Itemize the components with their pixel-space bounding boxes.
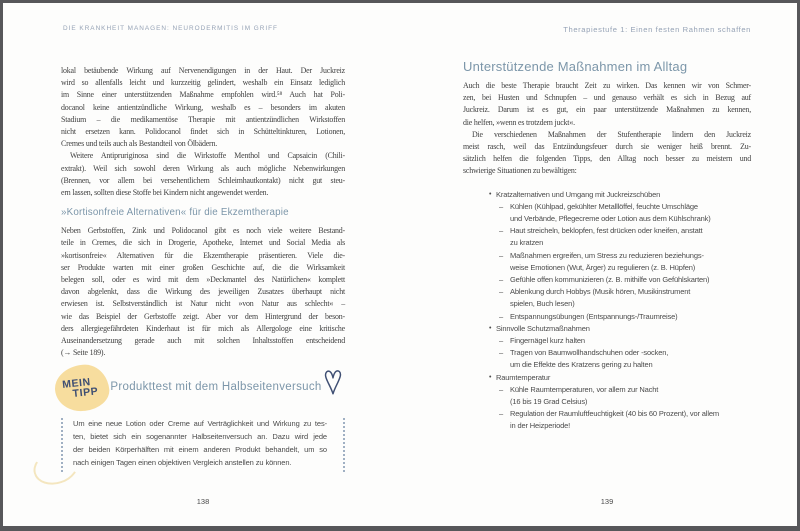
page-number-right: 139 — [600, 497, 614, 506]
text-line: »kortisonfreie« Alternativen für die Ekzemtherapie präsentieren. Viele die- — [61, 250, 345, 260]
tip-box — [61, 365, 345, 471]
right-text-column — [463, 59, 751, 433]
text-line: ern lassen, sollten diese Stoffe bei Kindern nicht angewendet werden. — [61, 188, 269, 198]
text-line: (→ Seite 189). — [61, 348, 106, 358]
text-line: Juckreiz. Darum ist es gut, ein paar unterstützende Maßnahmen zu kennen, — [463, 105, 751, 115]
text-line: spielen, Buch lesen) — [510, 299, 575, 309]
list-marker: • — [489, 190, 492, 198]
list-marker: – — [499, 287, 504, 297]
list-marker: – — [499, 226, 504, 236]
text-line: Weitere Antipruriginosa sind die Wirkstoffe Menthol und Capsaicin (Chili- — [70, 151, 345, 161]
list-marker: – — [499, 275, 504, 285]
text-line: die helfen, »wenn es trotzdem juckt«. — [463, 117, 575, 127]
mein-tipp-badge — [53, 363, 112, 414]
text-line: sätzlich helfen die folgenden Tipps, den Alltag noch besser zu meistern und — [463, 154, 751, 164]
text-line: Auseinandersetzung gerade auch mit solchen Inhaltsstoffen entscheidend — [61, 336, 345, 346]
tip-body-text — [61, 418, 345, 471]
measures-list — [463, 189, 751, 433]
text-line: – Kühlen (Kühlpad, gekühlter Metalllöffel, feuchte Umschläge — [463, 201, 751, 213]
text-line: – Haut streicheln, beklopfen, fest drücken oder kneifen, anstatt — [463, 225, 751, 237]
text-line: – Maßnahmen ergreifen, um Stress zu reduzieren beziehungs- — [463, 250, 751, 262]
text-line: in der Heizperiode! — [510, 421, 571, 431]
text-line: Die verschiedenen Maßnahmen der Stufentherapie lindern den Juckreiz — [472, 129, 751, 139]
text-line: docanol keine antientzündliche Wirkung, weshalb es – besonders im akuten — [61, 102, 345, 112]
text-line: Neben Gerbstoffen, Zink und Polidocanol gibt es noch viele weitere Bestand- — [61, 226, 345, 236]
text-line: Stadium – die medikamentöse Therapie mit antientzündlichen Wirkstoffen — [61, 114, 345, 124]
section-subheading: »Kortisonfreie Alternativen« für die Ekzemtherapie — [61, 207, 289, 219]
text-line: nicht ersetzen kann. Polidocanol findet sich in Schütteltinkturen, Lotionen, — [61, 127, 345, 137]
text-line: weise Emotionen (Wut, Ärger) zu regulieren (z. B. Hüpfen) — [510, 262, 696, 272]
page-left — [3, 3, 403, 526]
text-line: im Sinne einer unterstützenden Maßnahme empfohlen wird.⁵⁸ Auch hat Poli- — [61, 90, 345, 100]
text-line: Um eine neue Lotion oder Creme auf Verträglichkeit und Wirkung zu tes- — [73, 419, 327, 429]
body-paragraph — [61, 225, 345, 359]
list-marker: – — [499, 201, 504, 211]
text-line: – Ablenkung durch Hobbys (Musik hören, Musikinstrument — [463, 286, 751, 298]
heart-outline-icon — [323, 367, 343, 397]
page-number-left: 138 — [196, 497, 210, 506]
text-line: – Entspannungsübungen (Entspannungs-/Traumreise) — [463, 311, 751, 323]
text-line: – Regulation der Raumluftfeuchtigkeit (40 bis 60 Prozent), vor allem — [463, 408, 751, 420]
text-line: belegen soll, oder es wird mit dem »Deckmantel des Natürlichen« komplett — [61, 275, 345, 285]
text-line: erwiesen ist. Selbstverständlich ist Natur nicht »von Natur aus schlecht« – — [61, 299, 345, 309]
text-line: (Brennen, vor allem bei versehentlichem Schleimhautkontakt) nicht gut steu- — [61, 175, 345, 185]
text-line: nach einigen Tagen einen objektiven Vergleich anstellen zu können. — [73, 457, 292, 467]
text-line: wie das Beispiel der Gerbstoffe zeigt. Aber vor dem Hintergrund der beson- — [61, 311, 345, 321]
text-line: der beiden Körperhälften mit einem anderen Produkt behandelt, um so — [73, 445, 327, 455]
list-marker: – — [499, 409, 504, 419]
text-line: wird so allenfalls leicht und kurzzeitig gelindert, weshalb ein Einsatz lediglich — [61, 78, 345, 88]
tip-title: Produkttest mit dem Halbseitenversuch — [110, 381, 322, 394]
list-marker: – — [499, 250, 504, 260]
text-line: – Tragen von Baumwollhandschuhen oder -socken, — [463, 347, 751, 359]
page-right — [403, 3, 800, 526]
text-line: ders allergiegefährdeten Kinderhaut ist für mich als Allergologe eine kritische — [61, 323, 345, 333]
body-paragraph — [463, 80, 751, 178]
badge-text: MEIN — [61, 376, 92, 391]
text-line: und Verbände, Pflegecreme oder Lotion aus dem Kühlschrank) — [510, 214, 711, 224]
text-line: ser Produkte warten mit einer großen Geschichte auf, die die Wirksamkeit — [61, 262, 345, 272]
text-line: davon abgelenkt, dass die Wirkung des jeweiligen Zusatzes überhaupt nicht — [61, 287, 345, 297]
text-line: • Kratzalternativen und Umgang mit Juckreizschüben — [463, 189, 751, 201]
list-marker: – — [499, 336, 504, 346]
list-marker: • — [489, 373, 492, 381]
badge-text: TIPP — [72, 385, 99, 401]
text-line: • Sinnvolle Schutzmaßnahmen — [463, 323, 751, 335]
text-line: (16 bis 19 Grad Celsius) — [510, 397, 588, 407]
left-text-column — [61, 65, 345, 472]
text-line: ten, bietet sich ein sogenannter Halbseitenversuch an. Dazu wird jede — [73, 432, 327, 442]
list-marker: – — [499, 384, 504, 394]
body-paragraph — [61, 65, 345, 199]
text-line: Auch die beste Therapie braucht Zeit zu wirken. Das kennen wir von Schmer- — [463, 81, 751, 90]
text-line: zu kratzen — [510, 238, 544, 248]
text-line: zen, bei Husten und Schnupfen – und genauso verhält es sich in Bezug auf — [463, 93, 751, 103]
list-marker: – — [499, 311, 504, 321]
text-line: extrakt). Weil sich sowohl deren Wirkung als auch mögliche Nebenwirkungen — [61, 163, 345, 173]
text-line: um die Effekte des Kratzens gering zu halten — [510, 360, 653, 370]
text-line: Cremes und teils auch als Bestandteil von Ölbädern. — [61, 139, 218, 149]
tip-header — [61, 365, 345, 413]
text-line: • Raumtemperatur — [463, 372, 751, 384]
text-line: schwierige Situationen zu bewältigen: — [463, 166, 577, 176]
text-line: meist rasch, weil das Entzündungsfeuer durch sie weniger heiß brennt. Zu- — [463, 142, 751, 152]
list-marker: • — [489, 324, 492, 332]
running-head-left: DIE KRANKHEIT MANAGEN: NEURODERMITIS IM GRIFF — [63, 25, 278, 32]
running-head-right: Therapiestufe 1: Einen festen Rahmen schaffen — [563, 25, 751, 34]
text-line: – Kühle Raumtemperaturen, vor allem zur Nacht — [463, 384, 751, 396]
text-line: – Gefühle offen kommunizieren (z. B. mithilfe von Gefühlskarten) — [463, 274, 751, 286]
list-marker: – — [499, 348, 504, 358]
section-heading: Unterstützende Maßnahmen im Alltag — [463, 59, 688, 74]
text-line: teile in Cremes, die sich in Drogerie, Apotheke, Internet und Social Media als — [61, 238, 345, 248]
text-line: – Fingernägel kurz halten — [463, 335, 751, 347]
text-line: lokal betäubende Wirkung auf Nervenendigungen in der Haut. Der Juckreiz — [61, 66, 345, 75]
